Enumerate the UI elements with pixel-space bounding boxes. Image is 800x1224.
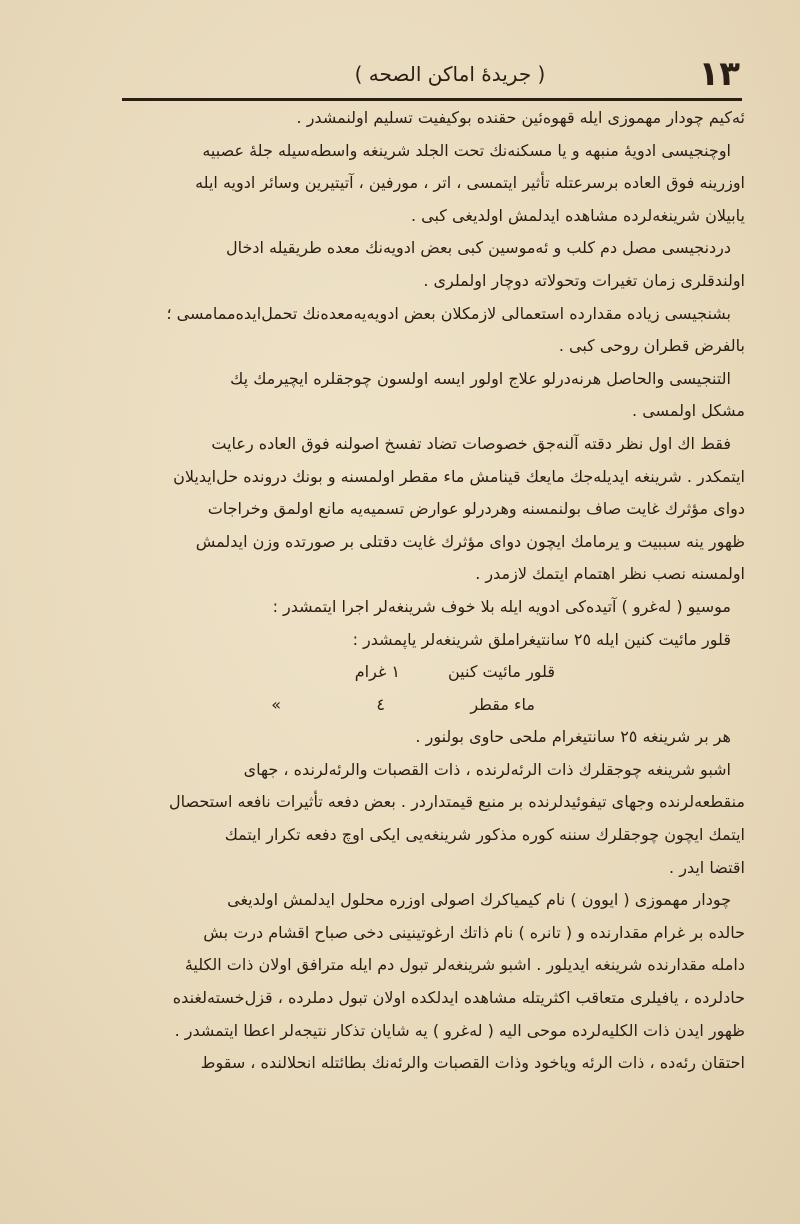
text-line: موسيو ( له‌غرو ) آتيده‌كى ادويه ايله بلا خوف شرينغه‌لر اجرا ايتمشدر :: [272, 596, 731, 616]
text-line: اشبو شرينغه چوجقلرك ذات الرئه‌لرنده ، ذات القصبات والرئه‌لرنده ، جهاى: [243, 759, 731, 779]
text-line: منقطعه‌لرنده وجهاى تيفوئيدلرنده بر منبع قيمتداردر . بعض دفعه تأثيرات نافعه استحصال: [169, 792, 745, 812]
text-line: ظهور ايدن ذات الكليه‌لرده موحى اليه ( له‌غرو ) يه شايان تذكار نتيجه‌لر اعطا ايتمشدر .: [174, 1020, 745, 1040]
text-line: دامله مقدارنده شرينغه ايديلور . اشبو شرينغه‌لر تبول دم ايله مترافق اولان ذات الكليهٔ: [184, 955, 745, 975]
text-line: دردنجيسى مصل دم كلب و ئه‌موسين كبى بعض ادويه‌نك معده طريقيله ادخال: [225, 238, 731, 258]
text-line: ئه‌كيم چودار مهموزى ايله قهوه‌ئين حقنده بوكيفيت تسليم اولنمشدر .: [296, 108, 745, 127]
text-line: اقتضا ايدر .: [669, 857, 745, 877]
text-block-2: [120, 721, 745, 1080]
text-line: اوچنجيسى ادويهٔ منبهه و يا مسكنه‌نك تحت الجلد شرينغه واسطه‌سيله جلهٔ عصبيه: [202, 140, 731, 160]
text-line: ظهور ينه سببيت و يرمامك ايچون دواى مؤثرك غايت دقتلى بر صورتده وزن ايدلمش: [195, 531, 745, 551]
text-line: بالفرض قطران روحى كبى .: [558, 336, 745, 356]
text-line: چودار مهموزى ( ايوون ) نام كيمياكرك اصولى اوزره محلول ايدلمش اولديغى: [227, 890, 731, 910]
text-line: مشكل اولمسى .: [632, 401, 745, 421]
formula-table: [120, 656, 745, 721]
text-line: احتقان رئه‌ده ، ذات الرئه وياخود وذات القصبات والرئه‌نك بطائتله انحلالنده ، سقوط: [200, 1053, 745, 1073]
formula-ingredient: ماء مقطر: [470, 694, 535, 714]
text-line: فقط اك اول نظر دقته آلنه‌جق خصوصات تضاد تفسخ اصولنه فوق العاده رعايت: [211, 433, 731, 453]
formula-amount: ٤: [376, 694, 385, 714]
text-line: اوزرينه فوق العاده برسرعتله تأثير ايتمسى ، اتر ، مورفين ، آتيتيرين وسائر ادويه ايله: [195, 173, 745, 193]
page-number: ١٣: [698, 54, 740, 94]
text-line: ايتمكدر . شرينغه ايديله‌جك مايعك قينامش ماء مقطر اولمسنه و بونك درونده حل‌ايديلان: [173, 466, 745, 486]
text-line: قلور مائيت كنين ايله ٢٥ سانتيغراملق شرينغه‌لر ياپمشدر :: [352, 629, 731, 649]
formula-row: [120, 656, 745, 689]
running-title: ( جريدهٔ اماكن الصحه ): [354, 62, 546, 86]
text-block-1: [120, 102, 745, 656]
formula-row: [120, 689, 745, 722]
text-line: بشنجيسى زياده مقدارده استعمالى لازمكلان بعض ادويه‌يه‌معده‌نك تحمل‌ايده‌ممامسى ؛: [166, 303, 731, 323]
text-line: هر بر شرينغه ٢٥ سانتيغرام ملحى حاوى بولنور .: [415, 727, 731, 747]
page-header: [120, 54, 740, 94]
formula-amount: ١ غرام: [354, 662, 400, 682]
text-line: اولمسنه نصب نظر اهتمام ايتمك لازمدر .: [475, 564, 745, 584]
text-line: اولندقلرى زمان تغيرات وتحولاته دوچار اولملرى .: [423, 270, 745, 290]
formula-ingredient: قلور مائيت كنين: [448, 662, 555, 682]
text-line: يابيلان شرينغه‌لرده مشاهده ايدلمش اولديغى كبى .: [410, 205, 745, 225]
header-rule: [122, 98, 742, 101]
text-line: حادلرده ، يافيلرى متعاقب اكثريتله مشاهده ايدلكده اولان تبول دملرده ، قزل‌خسته‌لغنده: [172, 988, 745, 1008]
text-line: ايتمك ايچون چوجقلرك سننه كوره مذكور شرينغه‌يى ايكى اوچ دفعه تكرار ايتمك: [224, 825, 745, 845]
ditto-mark: »: [271, 694, 281, 714]
text-line: دواى مؤثرك غايت صاف بولنمسنه وهردرلو عوارض تسميه‌يه مانع اولمق وخراجات: [207, 499, 745, 519]
text-line: حالده بر غرام مقدارنده و ( تانره ) نام ذاتك ارغوتينينى دخى صباح اقشام درت بش: [203, 922, 745, 942]
text-line: التنجيسى والحاصل هرنه‌درلو علاج اولور ايسه اولسون چوجقلره ايچيرمك پك: [230, 368, 731, 388]
article-body: [120, 102, 745, 1080]
